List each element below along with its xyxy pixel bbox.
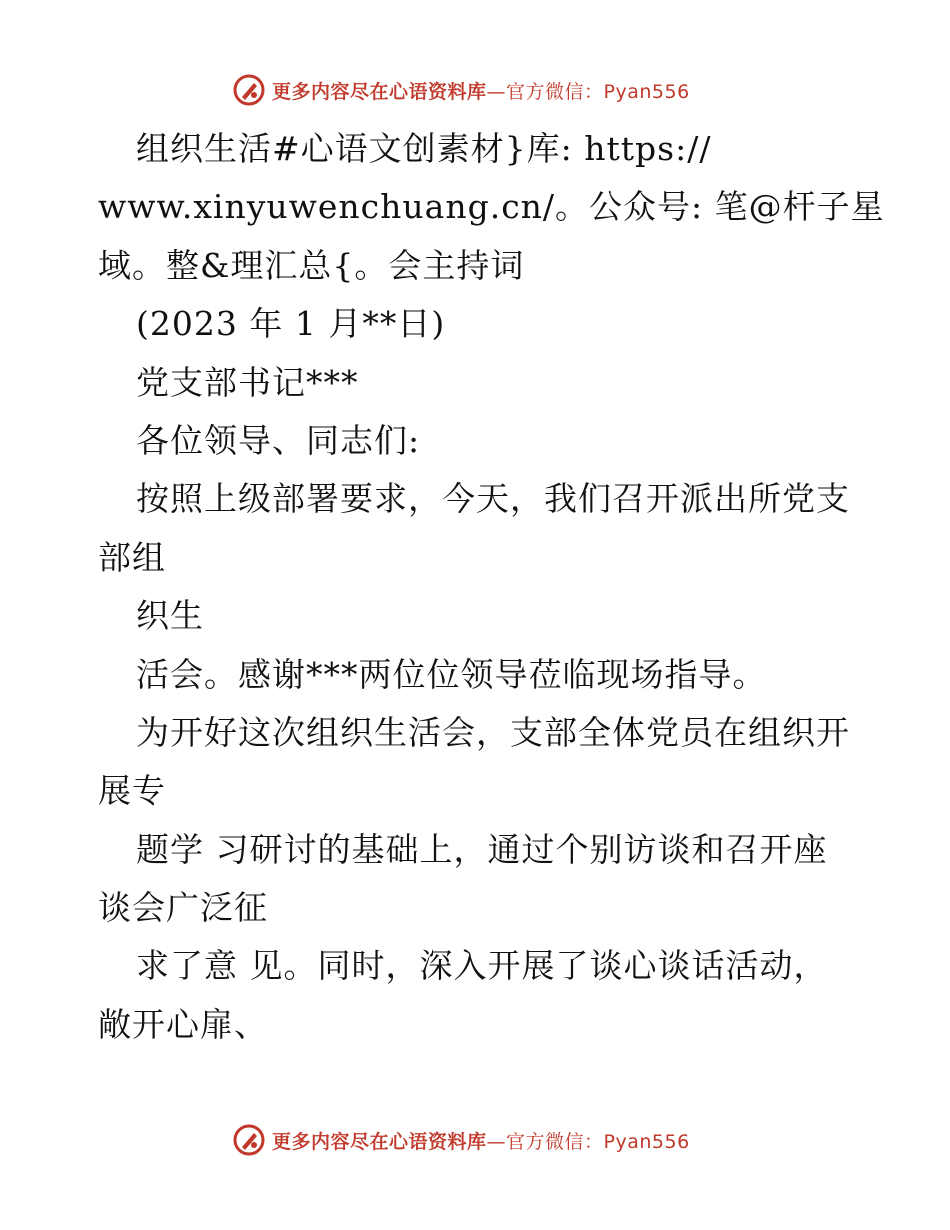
header-banner-separator: —	[486, 80, 507, 103]
document-line: 展专	[98, 771, 166, 811]
footer-banner-text	[272, 1127, 690, 1154]
pen-logo-icon	[232, 1123, 266, 1157]
footer-banner-title: 更多内容尽在心语资料库	[272, 1130, 487, 1153]
header-banner	[232, 70, 690, 110]
footer-banner-separator: —	[486, 1130, 507, 1153]
document-line: 域。整&理汇总{。会主持词	[98, 245, 525, 285]
header-banner-title: 更多内容尽在心语资料库	[272, 80, 487, 103]
document-line: 党支部书记***	[136, 362, 359, 402]
document-line: 题学 习研讨的基础上，通过个别访谈和召开座	[136, 829, 828, 869]
document-line: 织生	[136, 596, 204, 636]
document-line: 各位领导、同志们:	[136, 420, 421, 460]
document-body	[98, 120, 885, 1054]
footer-banner-suffix: 官方微信：Pyan556	[506, 1130, 690, 1153]
header-banner-text	[272, 77, 690, 104]
document-line: (2023 年 1 月**日)	[136, 304, 446, 344]
document-line: 敞开心扉、	[98, 1004, 268, 1044]
document-line: 求了意 见。同时，深入开展了谈心谈话活动，	[136, 946, 828, 986]
document-line: 组织生活#心语文创素材}库: https://	[136, 129, 712, 168]
document-line: www.xinyuwenchuang.cn/。公众号: 笔@杆子星	[98, 187, 885, 227]
document-line: 谈会广泛征	[98, 888, 268, 928]
footer-banner	[232, 1120, 690, 1160]
document-line: 为开好这次组织生活会，支部全体党员在组织开	[136, 712, 850, 752]
document-line: 部组	[98, 537, 166, 577]
document-line: 按照上级部署要求，今天，我们召开派出所党支	[136, 479, 850, 519]
header-banner-suffix: 官方微信：Pyan556	[506, 80, 690, 103]
document-line: 活会。感谢***两位位领导莅临现场指导。	[136, 654, 767, 694]
pen-logo-icon	[232, 73, 266, 107]
